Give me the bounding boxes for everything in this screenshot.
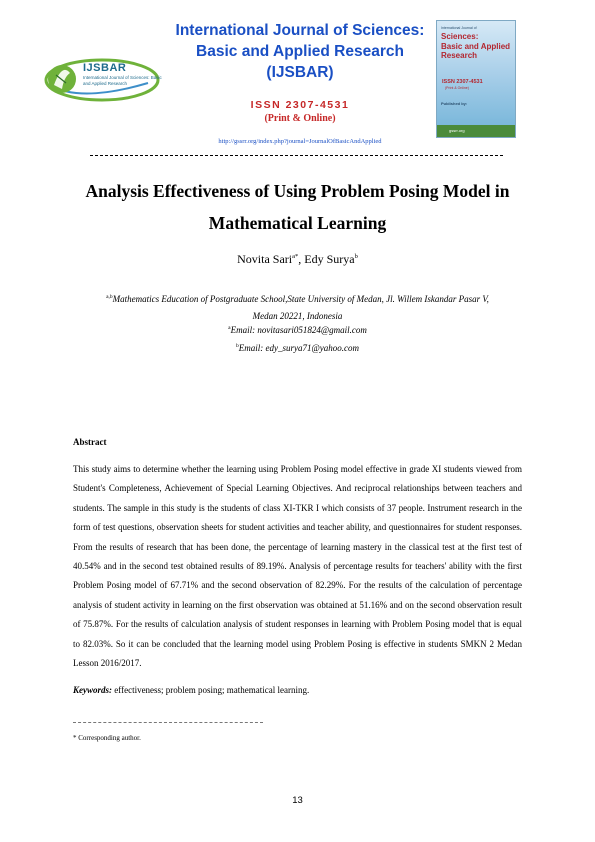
keywords bbox=[73, 685, 309, 695]
keywords-text: effectiveness; problem posing; mathematical learning. bbox=[112, 685, 310, 695]
journal-title-line3: (IJSBAR) bbox=[266, 64, 334, 81]
email-a-text: Email: novitasari051824@gmail.com bbox=[230, 325, 367, 335]
paper-title bbox=[60, 175, 535, 239]
author-2: Edy Surya bbox=[304, 252, 355, 266]
affiliation-line2: Medan 20221, Indonesia bbox=[252, 311, 343, 321]
paper-title-line2: Mathematical Learning bbox=[208, 213, 387, 233]
journal-print-online: (Print & Online) bbox=[264, 113, 336, 124]
cover-footer-text: gssrr.org bbox=[449, 128, 465, 133]
journal-title-line2: Basic and Applied Research bbox=[196, 43, 404, 60]
abstract-heading: Abstract bbox=[73, 437, 107, 447]
journal-url-link[interactable]: http://gssrr.org/index.php?journal=JournalOfBasicAndApplied bbox=[218, 138, 382, 145]
author-separator: , bbox=[298, 252, 305, 266]
email-b bbox=[60, 343, 535, 353]
paper-authors bbox=[60, 252, 535, 267]
header-divider bbox=[90, 155, 503, 156]
journal-title bbox=[150, 20, 450, 83]
email-b-sup: b bbox=[235, 343, 239, 349]
affiliation-sup: a,b bbox=[106, 294, 113, 300]
footnote-divider bbox=[73, 722, 263, 723]
cover-issn: ISSN 2307-4531 bbox=[442, 79, 483, 85]
page-number: 13 bbox=[292, 795, 303, 806]
logo-name: IJSBAR bbox=[83, 62, 127, 74]
journal-cover-image bbox=[436, 20, 516, 138]
cover-title bbox=[441, 32, 515, 61]
abstract-body: This study aims to determine whether the learning using Problem Posing model effective in grade XI students viewed from Student's Completeness, Achievement of Special Learning Objectives. And reciprocal relationships between teachers and students. The sample in this study is the students of class XI-TKR I which consists of 37 people. Instrument research in the form of test questions, observation sheets for student activities and teacher ability, and questionnaires for student responses. From the results of research that has been done, the percentage of learning mastery in the classical test at the first test of 40.54% and in the second test obtained results of 89.19%. Analysis of percentage results for teachers' ability with the first Problem Posing model of 67.71% and the second observation of 82.29%. For the results of the calculation of percentage analysis of student activity in learning on the first observation was obtained at 51.16% and on the second observation result of 75.87%. For the results of calculation analysis of student responses in learning with Problem Posing model that is equal to 82.03%. So it can be concluded that the learning model using Problem Posing is effective in students SMKN 2 Medan Lesson 2016/2017. bbox=[73, 464, 522, 669]
cover-title-line1: Sciences: bbox=[441, 32, 479, 41]
cover-print: (Print & Online) bbox=[445, 86, 469, 90]
journal-title-line1: International Journal of Sciences: bbox=[175, 22, 425, 39]
cover-footer-band bbox=[437, 125, 516, 138]
author-1-sup: a* bbox=[292, 253, 299, 260]
keywords-label: Keywords: bbox=[73, 685, 112, 695]
email-a-sup: a bbox=[228, 325, 231, 331]
paper-title-line1: Analysis Effectiveness of Using Problem Posing Model in bbox=[85, 181, 510, 201]
cover-publisher: Published by: bbox=[441, 101, 468, 106]
author-1: Novita Sari bbox=[237, 252, 293, 266]
cover-title-line2: Basic and Applied bbox=[441, 41, 511, 51]
paper-affiliation bbox=[75, 289, 520, 325]
logo-subtitle: International Journal of Sciences: Basic and Applied Research bbox=[83, 75, 162, 86]
corresponding-author-note: * Corresponding author. bbox=[73, 734, 141, 742]
affiliation-line1: Mathematics Education of Postgraduate School,State University of Medan, Jl. Willem Iskandar Pasar V, bbox=[112, 294, 489, 304]
cover-small-line: International Journal of bbox=[441, 26, 477, 30]
author-2-sup: b bbox=[354, 253, 358, 260]
cover-title-line3: Research bbox=[441, 51, 478, 60]
email-b-text: Email: edy_surya71@yahoo.com bbox=[238, 343, 359, 353]
journal-issn: ISSN 2307-4531 bbox=[250, 99, 350, 111]
email-a bbox=[60, 325, 535, 335]
